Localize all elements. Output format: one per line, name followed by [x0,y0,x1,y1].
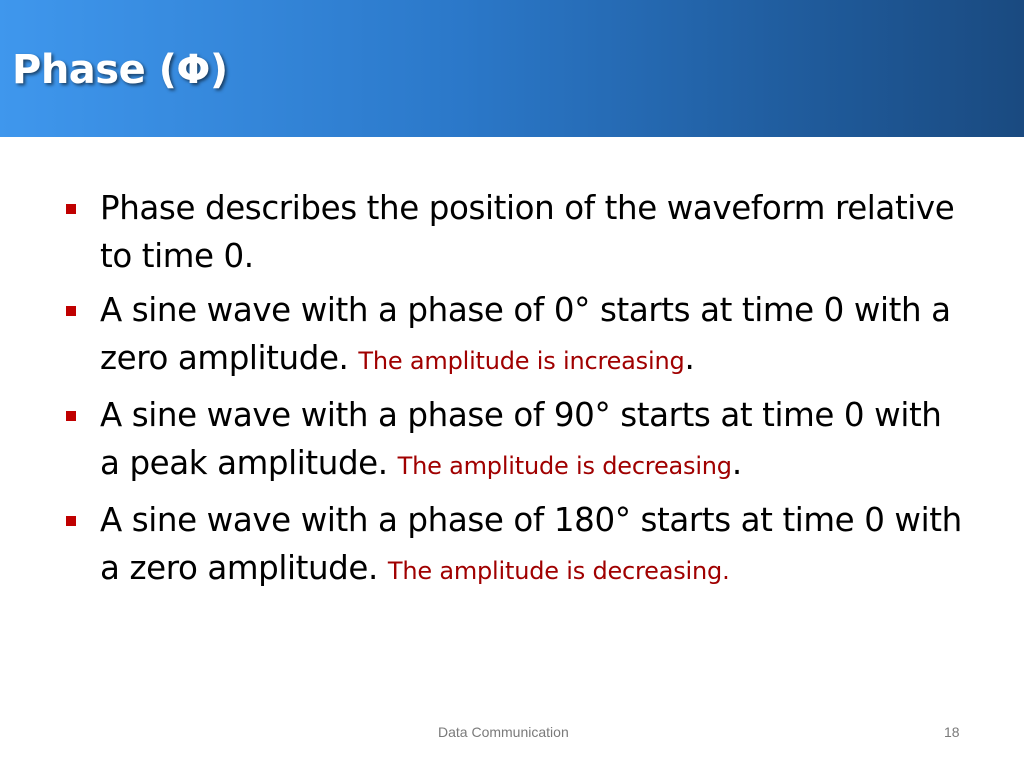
bullet-accent-text: The amplitude is decreasing [397,452,732,480]
bullet-item [64,286,964,385]
bullet-text: A sine wave with a phase of 180° starts at time 0 with a zero amplitude. [100,501,962,587]
bullet-text: A sine wave with a phase of 90° starts at time 0 with a peak amplitude. [100,396,942,482]
footer-text: Data Communication [438,724,569,740]
bullet-item [64,184,964,280]
bullet-square-icon [66,204,76,214]
page-number: 18 [944,724,960,740]
bullet-tail-text: . [684,339,695,377]
slide-title: Phase (Φ) [12,47,228,93]
bullet-list [64,184,964,601]
title-bar [0,0,1024,137]
bullet-item [64,391,964,490]
bullet-item [64,496,964,595]
bullet-square-icon [66,306,76,316]
bullet-accent-text: The amplitude is decreasing. [387,557,730,585]
bullet-tail-text: . [731,444,742,482]
bullet-text: Phase describes the position of the waveform relative to time 0. [100,189,955,275]
bullet-square-icon [66,516,76,526]
bullet-accent-text: The amplitude is increasing [358,347,685,375]
bullet-text: A sine wave with a phase of 0° starts at time 0 with a zero amplitude. [100,291,951,377]
bullet-square-icon [66,411,76,421]
